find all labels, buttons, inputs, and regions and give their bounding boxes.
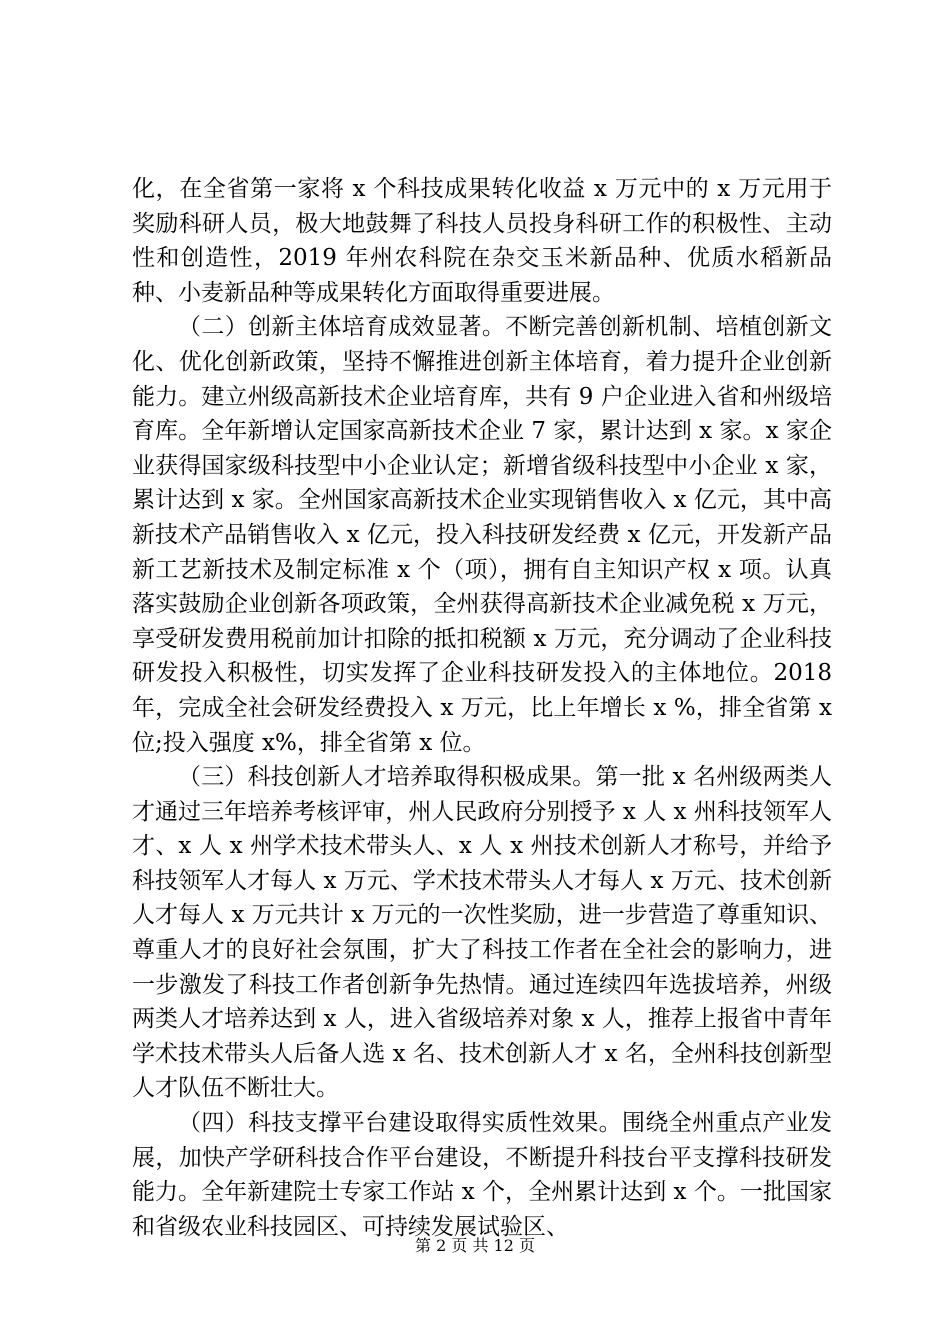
paragraph-2: （二）创新主体培育成效显著。不断完善创新机制、培植创新文化、优化创新政策，坚持不懈推进创新主体培育，着力提升企业创新能力。建立州级高新技术企业培育库，共有 9 户企业进入省和州级培育库。全年新增认定国家高新技术企业 7 家，累计达到 x 家。x 家企业获得国家级科技型中小企业认定；新增省级科技型中小企业 x 家，累计达到 x 家。全州国家高新技术企业实现销售收入 x 亿元，其中高新技术产品销售收入 x 亿元，投入科技研发经费 x 亿元，开发新产品新工艺新技术及制定标准 x 个（项），拥有自主知识产权 x 项。认真落实鼓励企业创新各项政策，全州获得高新技术企业减免税 x 万元，享受研发费用税前加计扣除的抵扣税额 x 万元，充分调动了企业科技研发投入积极性，切实发挥了企业科技研发投入的主体地位。2018 年，完成全社会研发经费投入 x 万元，比上年增长 x %，排全省第 x 位;投入强度 x%，排全省第 x 位。 [132, 314, 832, 756]
document-body [132, 172, 832, 1244]
paragraph-3: （三）科技创新人才培养取得积极成果。第一批 x 名州级两类人才通过三年培养考核评审，州人民政府分别授予 x 人 x 州科技领军人才、x 人 x 州学术技术带头人、x 人 x 州技术创新人才称号，并给予科技领军人才每人 x 万元、学术技术带头人才每人 x 万元、技术创新人才每人 x 万元共计 x 万元的一次性奖励，进一步营造了尊重知识、尊重人才的良好社会氛围，扩大了科技工作者在全社会的影响力，进一步激发了科技工作者创新争先热情。通过连续四年选拔培养，州级两类人才培养达到 x 人，进入省级培养对象 x 人，推荐上报省中青年学术技术带头人后备人选 x 名、技术创新人才 x 名，全州科技创新型人才队伍不断壮大。 [132, 764, 832, 1102]
paragraph-1: 化，在全省第一家将 x 个科技成果转化收益 x 万元中的 x 万元用于奖励科研人员，极大地鼓舞了科技人员投身科研工作的积极性、主动性和创造性，2019 年州农科院在杂交玉米新品种、优质水稻新品种、小麦新品种等成果转化方面取得重要进展。 [132, 176, 832, 306]
paragraph-4: （四）科技支撑平台建设取得实质性效果。围绕全州重点产业发展，加快产学研科技合作平台建设，不断提升科技台平支撑科技研发能力。全年新建院士专家工作站 x 个，全州累计达到 x 个。一批国家和省级农业科技园区、可持续发展试验区、 [132, 1110, 832, 1240]
page-number-footer: 第 2 页 共 12 页 [415, 1236, 535, 1255]
